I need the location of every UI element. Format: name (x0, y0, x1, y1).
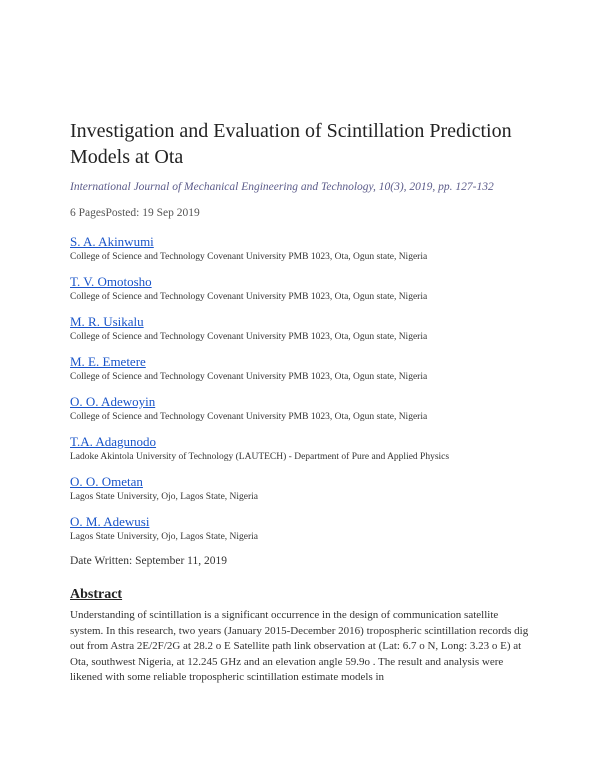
author-link[interactable]: T.A. Adagunodo (70, 434, 157, 449)
author-affiliation: College of Science and Technology Covenant University PMB 1023, Ota, Ogun state, Nigeria (70, 372, 428, 382)
author-affiliation: Ladoke Akintola University of Technology (LAUTECH) - Department of Pure and Applied Physics (70, 452, 450, 462)
abstract-heading: Abstract (70, 587, 123, 602)
author-entry (70, 274, 540, 304)
author-entry (70, 514, 540, 544)
author-link[interactable]: S. A. Akinwumi (70, 234, 154, 249)
citation: International Journal of Mechanical Engineering and Technology, 10(3), 2019, pp. 127-132 (70, 181, 494, 193)
author-entry (70, 314, 540, 344)
abstract-text: Understanding of scintillation is a significant occurrence in the design of communication satellite system. In this research, two years (January 2015-December 2016) tropospheric scintillation records dig out from Astra 2E/2F/2G at 28.2 o E Satellite path link observation at (Lat: 6.7 o N, Long: 3.23 o E) at Ota, southwest Nigeria, at 12.245 GHz and an elevation angle 59.9o . The result and analysis were likened with some reliable tropospheric scintillation estimate models in (70, 609, 529, 683)
date-written: Date Written: September 11, 2019 (70, 555, 227, 567)
author-affiliation: Lagos State University, Ojo, Lagos State, Nigeria (70, 492, 259, 502)
author-link[interactable]: T. V. Omotosho (70, 274, 152, 289)
author-entry (70, 434, 540, 464)
author-affiliation: College of Science and Technology Covenant University PMB 1023, Ota, Ogun state, Nigeria (70, 332, 428, 342)
author-entry (70, 474, 540, 504)
author-link[interactable]: M. R. Usikalu (70, 314, 144, 329)
author-affiliation: College of Science and Technology Covenant University PMB 1023, Ota, Ogun state, Nigeria (70, 252, 428, 262)
author-affiliation: College of Science and Technology Covenant University PMB 1023, Ota, Ogun state, Nigeria (70, 292, 428, 302)
author-affiliation: College of Science and Technology Covenant University PMB 1023, Ota, Ogun state, Nigeria (70, 412, 428, 422)
author-link[interactable]: M. E. Emetere (70, 354, 146, 369)
pages-posted-meta: 6 PagesPosted: 19 Sep 2019 (70, 207, 200, 219)
author-entry (70, 354, 540, 384)
author-link[interactable]: O. M. Adewusi (70, 514, 150, 529)
author-link[interactable]: O. O. Adewoyin (70, 394, 156, 409)
author-entry (70, 234, 540, 264)
author-link[interactable]: O. O. Ometan (70, 474, 143, 489)
author-affiliation: Lagos State University, Ojo, Lagos State, Nigeria (70, 532, 259, 542)
paper-page (70, 118, 540, 686)
paper-title: Investigation and Evaluation of Scintillation Prediction Models at Ota (70, 120, 512, 168)
author-list (70, 234, 540, 544)
author-entry (70, 394, 540, 424)
